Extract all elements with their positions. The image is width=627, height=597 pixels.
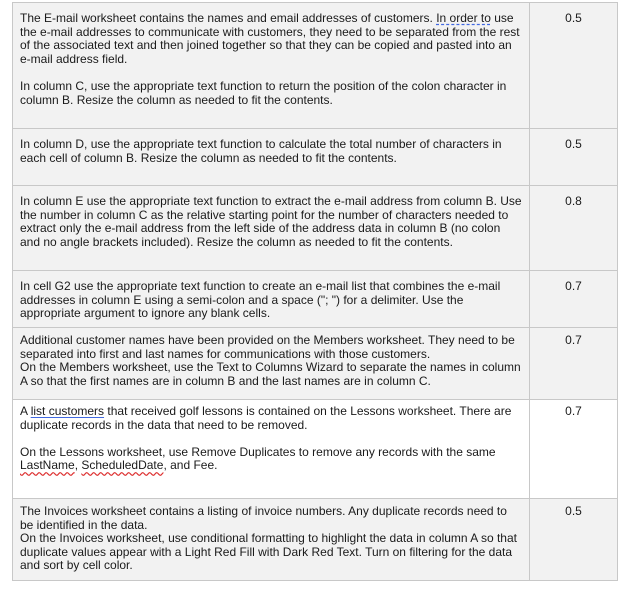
grammar-flag: In order to [436,11,491,25]
task-paragraph: On the Members worksheet, use the Text to Columns Wizard to separate the names in column A so that the first names are in column B and the last names are in column C. [20,360,521,388]
table-row [12,400,618,499]
table-row [12,129,618,186]
table-row [12,186,618,271]
task-cell [12,499,530,580]
task-paragraph: In cell G2 use the appropriate text function to create an e-mail list that combines the e-mail addresses in column E using a semi-colon and a space ("; ") for a delimiter. Use the appropriate argument to ignore any blank cells. [20,279,501,321]
task-paragraph: On the Lessons worksheet, use Remove Duplicates to remove any records with the same LastName, ScheduledDate, and Fee. [20,444,496,473]
table-row [12,499,618,581]
task-paragraph: The Invoices worksheet contains a listing of invoice numbers. Any duplicate records need to be identified in the data. [20,504,507,532]
table-row [12,2,618,129]
points-cell: 0.7 [530,400,618,498]
task-paragraph: In column D, use the appropriate text function to calculate the total number of characters in each cell of column B. Resize the column as needed to fit the contents. [20,137,502,165]
task-paragraph: In column C, use the appropriate text function to return the position of the colon character in column B. Resize the column as needed to fit the contents. [20,78,507,107]
task-paragraph: On the Invoices worksheet, use conditional formatting to highlight the data in column A so that duplicate values appear with a Light Red Fill with Dark Red Text. Turn on filtering for the data and sort by cell color. [20,531,517,573]
points-cell: 0.5 [530,499,618,580]
task-paragraph: A list customers that received golf lessons is contained on the Lessons worksheet. There are duplicate records in the data that need to be removed. [20,404,512,432]
spelling-flag: ScheduledDate [81,458,164,473]
grammar-flag: list customers [30,404,105,418]
points-cell: 0.5 [530,3,618,128]
task-cell [12,328,530,399]
points-cell: 0.5 [530,129,618,185]
task-cell [12,400,530,498]
instructions-table [12,2,618,581]
points-cell: 0.7 [530,271,618,327]
task-paragraph: In column E use the appropriate text function to extract the e-mail address from column B. Use the number in column C as the relative starting point for the number of characters needed to extract only the e-mail address from the left side of the address data in column B (no colon and no angle brackets included). Resize the column as needed to fit the contents. [20,194,522,249]
points-cell: 0.7 [530,328,618,399]
task-cell [12,186,530,270]
task-paragraph: Additional customer names have been provided on the Members worksheet. They need to be separated into first and last names for communications with those customers. [20,333,515,361]
task-cell [12,129,530,185]
table-row [12,271,618,328]
task-cell [12,3,530,128]
task-paragraph: The E-mail worksheet contains the names and email addresses of customers. In order to use the e-mail addresses to communicate with customers, they need to be separated from the rest of the associated text and then joined together so that they can be copied and pasted into an e-mail address field. [20,11,520,66]
task-cell [12,271,530,327]
points-cell: 0.8 [530,186,618,270]
table-row [12,328,618,400]
spelling-flag: LastName [20,458,75,473]
